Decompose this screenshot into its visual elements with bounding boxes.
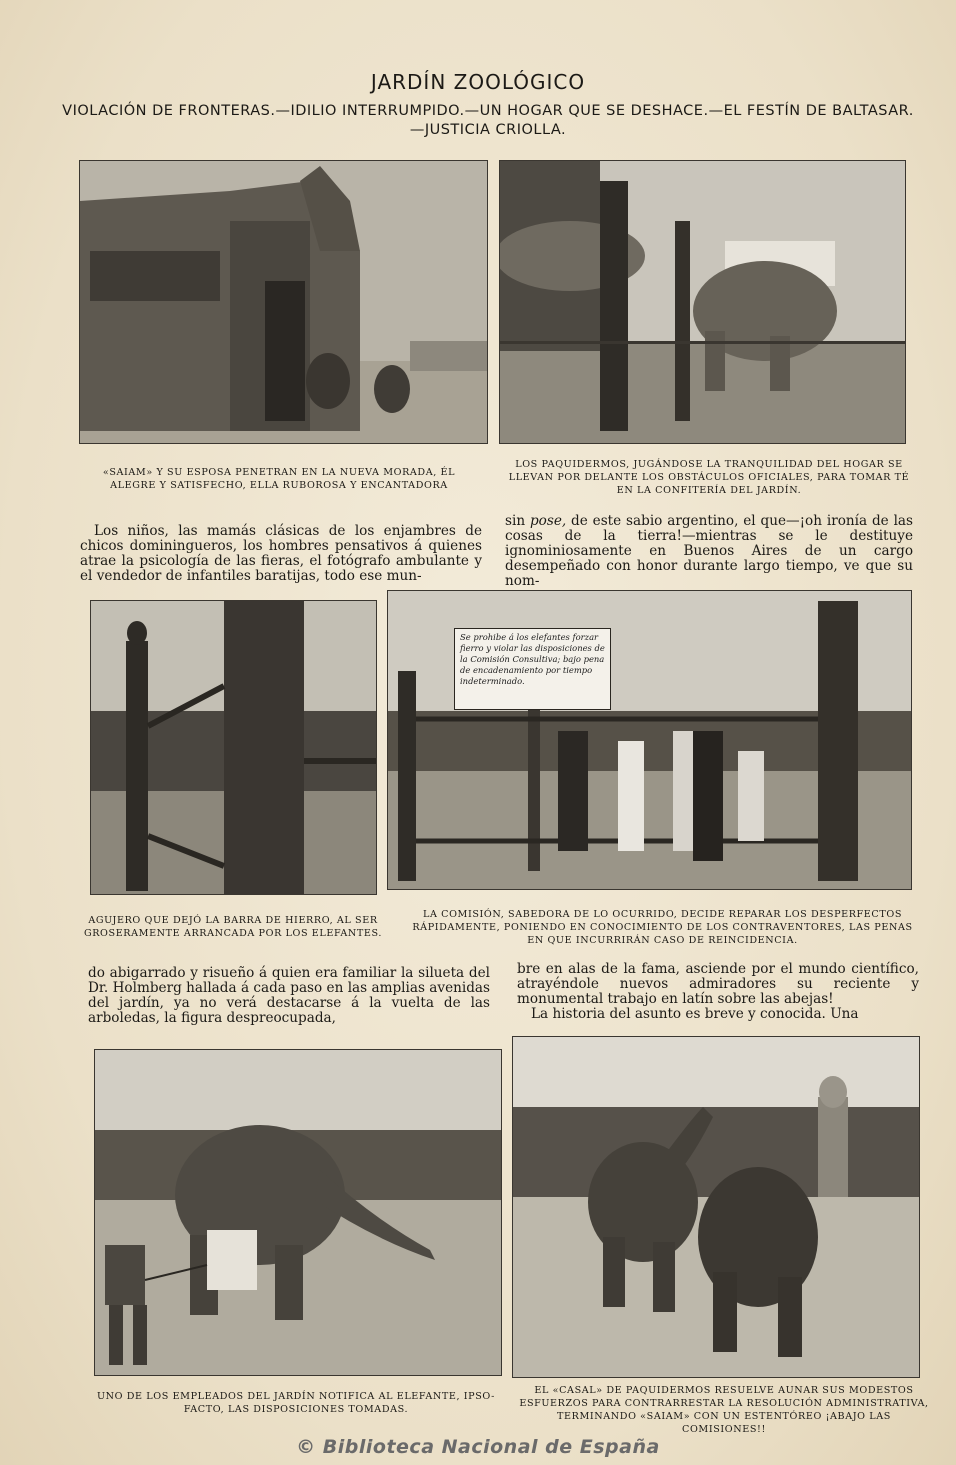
caption-photo-4: LA COMISIÓN, SABEDORA DE LO OCURRIDO, DECIDE REPARAR LOS DESPERFECTOS RÁPIDAMENTE, PONIENDO EN CONOCIMIENTO DE LOS CONTRAVENTORES, LAS PENAS EN QUE INCURRIRÁN CASO DE REINCIDENCIA.	[412, 909, 913, 946]
paragraph-1-left: Los niños, las mamás clásicas de los enjambres de chicos dominingueros, los hombres pensativos á quienes atrae la psicología de las fieras, el fotógrafo ambulante y el vendedor de infantiles baratijas, todo ese mun-	[80, 523, 482, 584]
photo-elephant-couple	[512, 1036, 920, 1378]
caption-photo-2: LOS PAQUIDERMOS, JUGÁNDOSE LA TRANQUILIDAD DEL HOGAR SE LLEVAN POR DELANTE LOS OBSTÁCULOS OFICIALES, PARA TOMAR TÉ EN LA CONFITERÍA DEL JARDÍN.	[508, 459, 910, 496]
page-title: JARDÍN ZOOLÓGICO	[370, 70, 586, 94]
paragraph-1-right-emphasis: pose,	[529, 513, 567, 529]
paragraph-1-right-start: sin	[505, 513, 530, 529]
photo-elephants-entering-building	[79, 160, 488, 444]
paragraph-1-right	[505, 514, 913, 589]
caption-photo-1: «SAIAM» Y SU ESPOSA PENETRAN EN LA NUEVA MORADA, ÉL ALEGRE Y SATISFECHO, ELLA RUBOROSA Y ENCANTADORA	[102, 467, 456, 491]
caption-photo-5: UNO DE LOS EMPLEADOS DEL JARDÍN NOTIFICA AL ELEFANTE, IPSO-FACTO, LAS DISPOSICIONES TOMADAS.	[96, 1391, 496, 1415]
caption-photo-3: AGUJERO QUE DEJÓ LA BARRA DE HIERRO, AL SER GROSERAMENTE ARRANCADA POR LOS ELEFANTES.	[83, 915, 383, 939]
paragraph-2-right-continuation: La historia del asunto es breve y conocida. Una	[531, 1006, 859, 1022]
photo-elephants-at-fence	[499, 160, 906, 444]
library-copyright-footer: © Biblioteca Nacional de España	[296, 1436, 660, 1458]
paragraph-2-right	[517, 962, 919, 1022]
paragraph-2-right-main: bre en alas de la fama, asciende por el mundo científico, atrayéndole nuevos admiradores su reciente y monumental trabajo en latín sobre las abejas!	[517, 961, 919, 1007]
paragraph-1-right-rest: de este sabio argentino, el que—¡oh ironía de las cosas de la tierra!—mientras se le destituye ignominiosamente en Buenos Aires de un cargo desempeñado con honor durante largo tiempo, ve que su nom-	[505, 513, 913, 589]
photo-employee-with-elephant	[94, 1049, 502, 1376]
photo-broken-fence-post	[90, 600, 377, 895]
paragraph-2-left: do abigarrado y risueño á quien era familiar la silueta del Dr. Holmberg hallada á cada paso en las amplias avenidas del jardín, ya no verá destacarse á la vuelta de las arboledas, la figura despreocupada,	[88, 965, 490, 1026]
page-subtitle: VIOLACIÓN DE FRONTERAS.—IDILIO INTERRUMPIDO.—UN HOGAR QUE SE DESHACE.—EL FESTÍN DE BALTASAR.—JUSTICIA CRIOLLA.	[62, 103, 914, 138]
prohibition-sign: Se prohibe á los elefantes forzar fierro y violar las disposiciones de la Comisión Consultiva; bajo pena de encadenamiento por tiempo indeterminado.	[454, 628, 611, 710]
caption-photo-6: EL «CASAL» DE PAQUIDERMOS RESUELVE AUNAR SUS MODESTOS ESFUERZOS PARA CONTRARRESTAR LA RESOLUCIÓN ADMINISTRATIVA, TERMINANDO «SAIAM» CON UN ESTENTÓREO ¡ABAJO LAS COMISIONES!!	[519, 1385, 929, 1435]
